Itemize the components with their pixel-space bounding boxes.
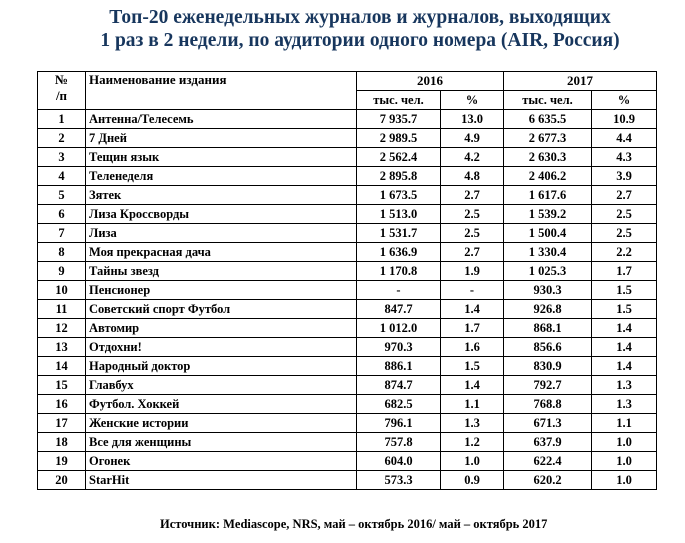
- audience-2016-thousand: 847.7: [357, 300, 441, 319]
- source-note: Источник: Mediascope, NRS, май – октябрь 2016/ май – октябрь 2017: [160, 517, 548, 531]
- row-number: 17: [38, 414, 86, 433]
- audience-2016-percent: 1.4: [441, 300, 504, 319]
- audience-2016-thousand: 682.5: [357, 395, 441, 414]
- table-row: [38, 186, 657, 205]
- audience-2016-thousand: 874.7: [357, 376, 441, 395]
- audience-2017-thousand: 792.7: [504, 376, 592, 395]
- audience-2017-percent: 1.4: [592, 338, 657, 357]
- row-number: 10: [38, 281, 86, 300]
- col-header-2016-thousand: тыс. чел.: [357, 91, 441, 110]
- audience-2016-percent: 4.8: [441, 167, 504, 186]
- audience-2016-percent: 2.7: [441, 186, 504, 205]
- table-row: [38, 224, 657, 243]
- table-row: [38, 129, 657, 148]
- audience-2017-percent: 2.5: [592, 205, 657, 224]
- audience-2016-percent: 4.2: [441, 148, 504, 167]
- audience-2016-thousand: 1 012.0: [357, 319, 441, 338]
- magazine-name: Тайны звезд: [86, 262, 357, 281]
- audience-2017-percent: 1.1: [592, 414, 657, 433]
- audience-2016-percent: 0.9: [441, 471, 504, 490]
- table-row: [38, 167, 657, 186]
- audience-2017-percent: 4.3: [592, 148, 657, 167]
- col-header-number: [38, 72, 86, 110]
- magazine-name: Тещин язык: [86, 148, 357, 167]
- audience-2017-percent: 4.4: [592, 129, 657, 148]
- audience-2016-percent: 1.2: [441, 433, 504, 452]
- row-number: 11: [38, 300, 86, 319]
- magazine-name: Зятек: [86, 186, 357, 205]
- row-number: 19: [38, 452, 86, 471]
- col-header-number-line2: /п: [55, 88, 68, 103]
- row-number: 14: [38, 357, 86, 376]
- audience-2017-percent: 3.9: [592, 167, 657, 186]
- row-number: 9: [38, 262, 86, 281]
- audience-2017-thousand: 6 635.5: [504, 110, 592, 129]
- magazine-name: Пенсионер: [86, 281, 357, 300]
- audience-2017-percent: 1.0: [592, 433, 657, 452]
- magazine-name: Советский спорт Футбол: [86, 300, 357, 319]
- row-number: 7: [38, 224, 86, 243]
- table-row: [38, 338, 657, 357]
- audience-2017-thousand: 637.9: [504, 433, 592, 452]
- audience-2017-thousand: 620.2: [504, 471, 592, 490]
- table-row: [38, 376, 657, 395]
- table-body: [38, 110, 657, 490]
- audience-2017-thousand: 856.6: [504, 338, 592, 357]
- magazine-name: Теленеделя: [86, 167, 357, 186]
- magazine-name: Отдохни!: [86, 338, 357, 357]
- audience-2017-percent: 1.5: [592, 281, 657, 300]
- audience-2016-thousand: 1 531.7: [357, 224, 441, 243]
- row-number: 5: [38, 186, 86, 205]
- row-number: 3: [38, 148, 86, 167]
- header-row-years: [38, 72, 657, 91]
- audience-2016-thousand: 1 636.9: [357, 243, 441, 262]
- audience-2017-thousand: 2 406.2: [504, 167, 592, 186]
- row-number: 15: [38, 376, 86, 395]
- audience-2017-thousand: 1 500.4: [504, 224, 592, 243]
- magazine-name: Женские истории: [86, 414, 357, 433]
- audience-2016-percent: 1.4: [441, 376, 504, 395]
- audience-2017-thousand: 2 677.3: [504, 129, 592, 148]
- audience-2017-percent: 2.2: [592, 243, 657, 262]
- audience-2016-thousand: 573.3: [357, 471, 441, 490]
- magazine-name: Лиза Кроссворды: [86, 205, 357, 224]
- magazine-name: Автомир: [86, 319, 357, 338]
- audience-2017-percent: 1.4: [592, 357, 657, 376]
- table-row: [38, 243, 657, 262]
- audience-2016-percent: 1.1: [441, 395, 504, 414]
- col-header-2017-percent: %: [592, 91, 657, 110]
- col-header-2017: 2017: [504, 72, 657, 91]
- audience-2017-thousand: 1 617.6: [504, 186, 592, 205]
- magazine-name: Народный доктор: [86, 357, 357, 376]
- row-number: 1: [38, 110, 86, 129]
- magazine-name: Огонек: [86, 452, 357, 471]
- table-row: [38, 452, 657, 471]
- audience-2016-percent: 4.9: [441, 129, 504, 148]
- audience-2017-thousand: 868.1: [504, 319, 592, 338]
- row-number: 6: [38, 205, 86, 224]
- table-row: [38, 148, 657, 167]
- audience-2017-percent: 1.3: [592, 395, 657, 414]
- audience-2016-thousand: 2 562.4: [357, 148, 441, 167]
- audience-2016-percent: 1.7: [441, 319, 504, 338]
- ranking-table: [37, 71, 657, 490]
- audience-2016-thousand: 796.1: [357, 414, 441, 433]
- table-row: [38, 319, 657, 338]
- audience-2016-thousand: 1 513.0: [357, 205, 441, 224]
- magazine-name: Главбух: [86, 376, 357, 395]
- audience-2017-thousand: 1 539.2: [504, 205, 592, 224]
- row-number: 2: [38, 129, 86, 148]
- audience-2016-thousand: 970.3: [357, 338, 441, 357]
- audience-2017-thousand: 1 330.4: [504, 243, 592, 262]
- magazine-name: Футбол. Хоккей: [86, 395, 357, 414]
- col-header-2016-percent: %: [441, 91, 504, 110]
- table-row: [38, 395, 657, 414]
- table-row: [38, 357, 657, 376]
- table-row: [38, 110, 657, 129]
- table-row: [38, 433, 657, 452]
- audience-2016-thousand: -: [357, 281, 441, 300]
- audience-2016-percent: 2.5: [441, 224, 504, 243]
- audience-2017-percent: 1.0: [592, 471, 657, 490]
- audience-2017-thousand: 926.8: [504, 300, 592, 319]
- audience-2016-percent: 1.3: [441, 414, 504, 433]
- row-number: 12: [38, 319, 86, 338]
- table-row: [38, 471, 657, 490]
- title-line-1: Топ-20 еженедельных журналов и журналов, выходящих: [109, 7, 611, 28]
- audience-2017-thousand: 830.9: [504, 357, 592, 376]
- magazine-name: Антенна/Телесемь: [86, 110, 357, 129]
- table-row: [38, 281, 657, 300]
- row-number: 20: [38, 471, 86, 490]
- magazine-name: Моя прекрасная дача: [86, 243, 357, 262]
- row-number: 16: [38, 395, 86, 414]
- audience-2016-thousand: 2 895.8: [357, 167, 441, 186]
- table-row: [38, 414, 657, 433]
- audience-2017-thousand: 671.3: [504, 414, 592, 433]
- magazine-name: Все для женщины: [86, 433, 357, 452]
- audience-2016-thousand: 1 673.5: [357, 186, 441, 205]
- audience-2017-percent: 1.7: [592, 262, 657, 281]
- audience-2017-percent: 2.5: [592, 224, 657, 243]
- audience-2016-thousand: 604.0: [357, 452, 441, 471]
- magazine-name: 7 Дней: [86, 129, 357, 148]
- audience-2016-thousand: 757.8: [357, 433, 441, 452]
- audience-2017-percent: 1.3: [592, 376, 657, 395]
- audience-2016-percent: 1.5: [441, 357, 504, 376]
- table-row: [38, 205, 657, 224]
- row-number: 18: [38, 433, 86, 452]
- title-line-2: 1 раз в 2 недели, по аудитории одного номера (AIR, Россия): [100, 30, 620, 51]
- audience-2016-percent: 1.6: [441, 338, 504, 357]
- audience-2016-thousand: 2 989.5: [357, 129, 441, 148]
- magazine-name: StarHit: [86, 471, 357, 490]
- audience-2017-thousand: 768.8: [504, 395, 592, 414]
- audience-2017-thousand: 930.3: [504, 281, 592, 300]
- audience-2016-percent: 2.7: [441, 243, 504, 262]
- row-number: 13: [38, 338, 86, 357]
- audience-2017-percent: 10.9: [592, 110, 657, 129]
- col-header-name: Наименование издания: [86, 72, 357, 110]
- audience-2016-thousand: 886.1: [357, 357, 441, 376]
- audience-2016-percent: -: [441, 281, 504, 300]
- audience-2016-thousand: 1 170.8: [357, 262, 441, 281]
- audience-2016-percent: 2.5: [441, 205, 504, 224]
- audience-2016-percent: 1.9: [441, 262, 504, 281]
- audience-2017-percent: 2.7: [592, 186, 657, 205]
- row-number: 8: [38, 243, 86, 262]
- table-row: [38, 300, 657, 319]
- audience-2017-percent: 1.4: [592, 319, 657, 338]
- col-header-number-line1: №: [54, 72, 69, 87]
- audience-2017-percent: 1.0: [592, 452, 657, 471]
- col-header-2017-thousand: тыс. чел.: [504, 91, 592, 110]
- audience-2016-percent: 1.0: [441, 452, 504, 471]
- audience-2017-thousand: 2 630.3: [504, 148, 592, 167]
- audience-2016-thousand: 7 935.7: [357, 110, 441, 129]
- table-row: [38, 262, 657, 281]
- audience-2017-percent: 1.5: [592, 300, 657, 319]
- audience-2017-thousand: 622.4: [504, 452, 592, 471]
- row-number: 4: [38, 167, 86, 186]
- report-title: [40, 6, 680, 52]
- col-header-2016: 2016: [357, 72, 504, 91]
- magazine-name: Лиза: [86, 224, 357, 243]
- audience-2017-thousand: 1 025.3: [504, 262, 592, 281]
- audience-2016-percent: 13.0: [441, 110, 504, 129]
